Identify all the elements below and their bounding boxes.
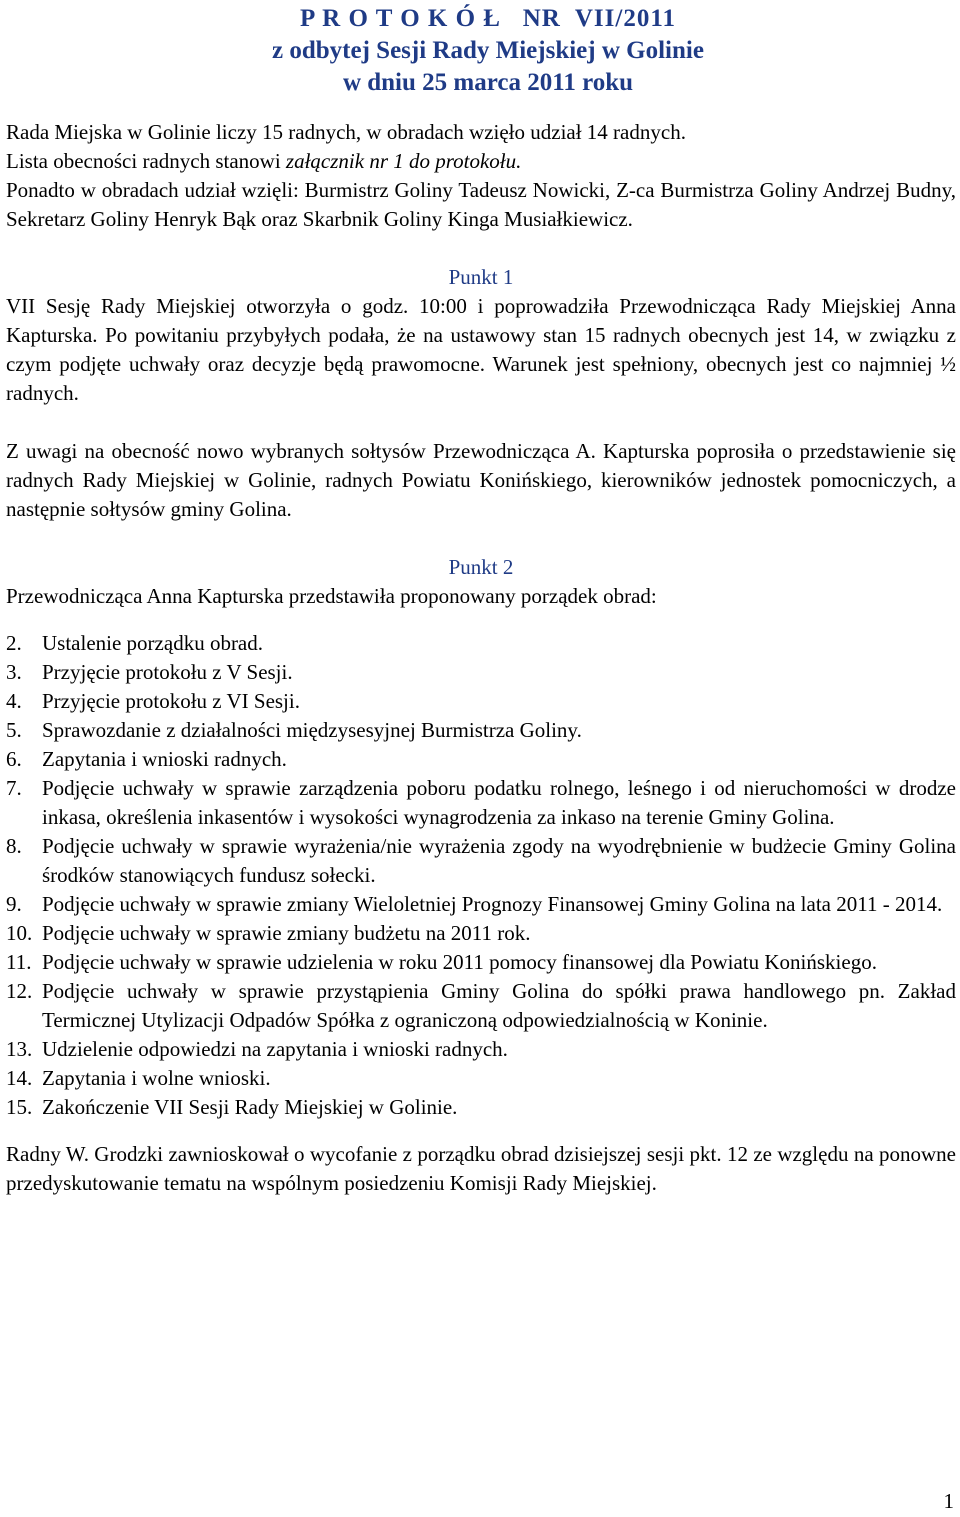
agenda-item-number: 8. [6,834,22,858]
agenda-item-text: Sprawozdanie z działalności międzysesyjnej Burmistrza Goliny. [42,718,582,742]
punkt1-introductions-paragraph: Z uwagi na obecność nowo wybranych sołtysów Przewodnicząca A. Kapturska poprosiła o przedstawienie się radnych Rady Miejskiej w Golinie, radnych Powiatu Konińskiego, kierowników jednostek pomocniczych, a następnie sołtysów gminy Golina. [6,439,956,521]
agenda-item-number: 9. [6,892,22,916]
agenda-item [6,745,956,774]
punkt2-section [6,553,956,1198]
agenda-item-number: 4. [6,689,22,713]
agenda-item-number: 13. [6,1037,33,1061]
punkt2-closing-paragraph: Radny W. Grodzki zawnioskował o wycofanie z porządku obrad dzisiejszej sesji pkt. 12 ze względu na ponowne przedyskutowanie tematu na wspólnym posiedzeniu Komisji Rady Miejskiej. [6,1142,956,1195]
agenda-item [6,1093,956,1122]
agenda-item-text: Podjęcie uchwały w sprawie udzielenia w roku 2011 pomocy finansowej dla Powiatu Konińskiego. [42,950,877,974]
agenda-item-number: 11. [6,950,32,974]
agenda-item [6,890,956,919]
agenda-item [6,1064,956,1093]
agenda-item [6,658,956,687]
agenda-item-number: 2. [6,631,22,655]
title-session: z odbytej Sesji Rady Miejskiej w Golinie [272,37,704,64]
page-number: 1 [943,1489,954,1513]
intro-attendance: Rada Miejska w Golinie liczy 15 radnych, w obradach wzięło udział 14 radnych. [6,120,686,144]
intro-section [6,118,956,234]
intro-attachment-ref: załącznik nr 1 do protokołu. [285,149,522,173]
agenda-item [6,1035,956,1064]
agenda-item-text: Podjęcie uchwały w sprawie zmiany Wieloletniej Prognozy Finansowej Gminy Golina na lata 2011 - 2014. [42,892,943,916]
agenda-item-text: Podjęcie uchwały w sprawie zmiany budżetu na 2011 rok. [42,921,531,945]
agenda-item-number: 10. [6,921,33,945]
agenda-item-number: 14. [6,1066,33,1090]
agenda-item [6,629,956,658]
punkt2-heading: Punkt 2 [448,555,514,579]
agenda-item-number: 5. [6,718,22,742]
agenda-item-number: 15. [6,1095,33,1119]
agenda-item [6,774,956,832]
agenda-item-text: Podjęcie uchwały w sprawie przystąpienia Gminy Golina do spółki prawa handlowego pn. Zakład Termicznej Utylizacji Odpadów Spółka z ograniczoną odpowiedzialnością w Koninie. [42,979,956,1032]
agenda-item-text: Ustalenie porządku obrad. [42,631,264,655]
punkt1-section [6,263,956,524]
title-date: w dniu 25 marca 2011 roku [342,69,634,96]
intro-list-text: Lista obecności radnych stanowi [6,149,286,173]
title-protocol-number: P R O T O K Ó Ł NR VII/2011 [300,5,676,32]
intro-attendance-list [6,147,956,176]
agenda-item [6,832,956,890]
agenda-item-text: Podjęcie uchwały w sprawie zarządzenia poboru podatku rolnego, leśnego i od nieruchomości w drodze inkasa, określenia inkasentów i wysokości wynagrodzenia za inkaso na terenie Gminy Golina. [42,776,956,829]
agenda-item [6,977,956,1035]
agenda-item-text: Przyjęcie protokołu z VI Sesji. [42,689,300,713]
agenda-item [6,948,956,977]
document-page [6,0,956,1198]
punkt2-intro: Przewodnicząca Anna Kapturska przedstawiła proponowany porządek obrad: [6,584,657,608]
punkt1-heading: Punkt 1 [448,265,514,289]
agenda-item-text: Udzielenie odpowiedzi na zapytania i wnioski radnych. [42,1037,508,1061]
agenda-item-number: 7. [6,776,22,800]
agenda-item-text: Zakończenie VII Sesji Rady Miejskiej w Golinie. [42,1095,458,1119]
punkt1-opening-paragraph: VII Sesję Rady Miejskiej otworzyła o godz. 10:00 i poprowadziła Przewodnicząca Rady Miejskiej Anna Kapturska. Po powitaniu przybyłych podała, że na ustawowy stan 15 radnych obecnych jest 14, w związku z czym podjęte uchwały oraz decyzje będą prawomocne. Warunek jest spełniony, obecnych jest co najmniej ½ radnych. [6,294,956,405]
intro-guests: Ponadto w obradach udział wzięli: Burmistrz Goliny Tadeusz Nowicki, Z-ca Burmistrza Goliny Andrzej Budny, Sekretarz Goliny Henryk Bąk oraz Skarbnik Goliny Kinga Musiałkiewicz. [6,178,956,231]
agenda-item-number: 3. [6,660,22,684]
agenda-item [6,716,956,745]
agenda-item-text: Przyjęcie protokołu z V Sesji. [42,660,293,684]
document-title [6,0,956,99]
agenda-item-number: 12. [6,979,33,1003]
agenda-item-text: Podjęcie uchwały w sprawie wyrażenia/nie wyrażenia zgody na wyodrębnienie w budżecie Gminy Golina środków stanowiących fundusz sołecki. [42,834,956,887]
agenda-item [6,919,956,948]
agenda-item-text: Zapytania i wolne wnioski. [42,1066,271,1090]
agenda-list [6,629,956,1122]
agenda-item-number: 6. [6,747,22,771]
agenda-item [6,687,956,716]
agenda-item-text: Zapytania i wnioski radnych. [42,747,287,771]
